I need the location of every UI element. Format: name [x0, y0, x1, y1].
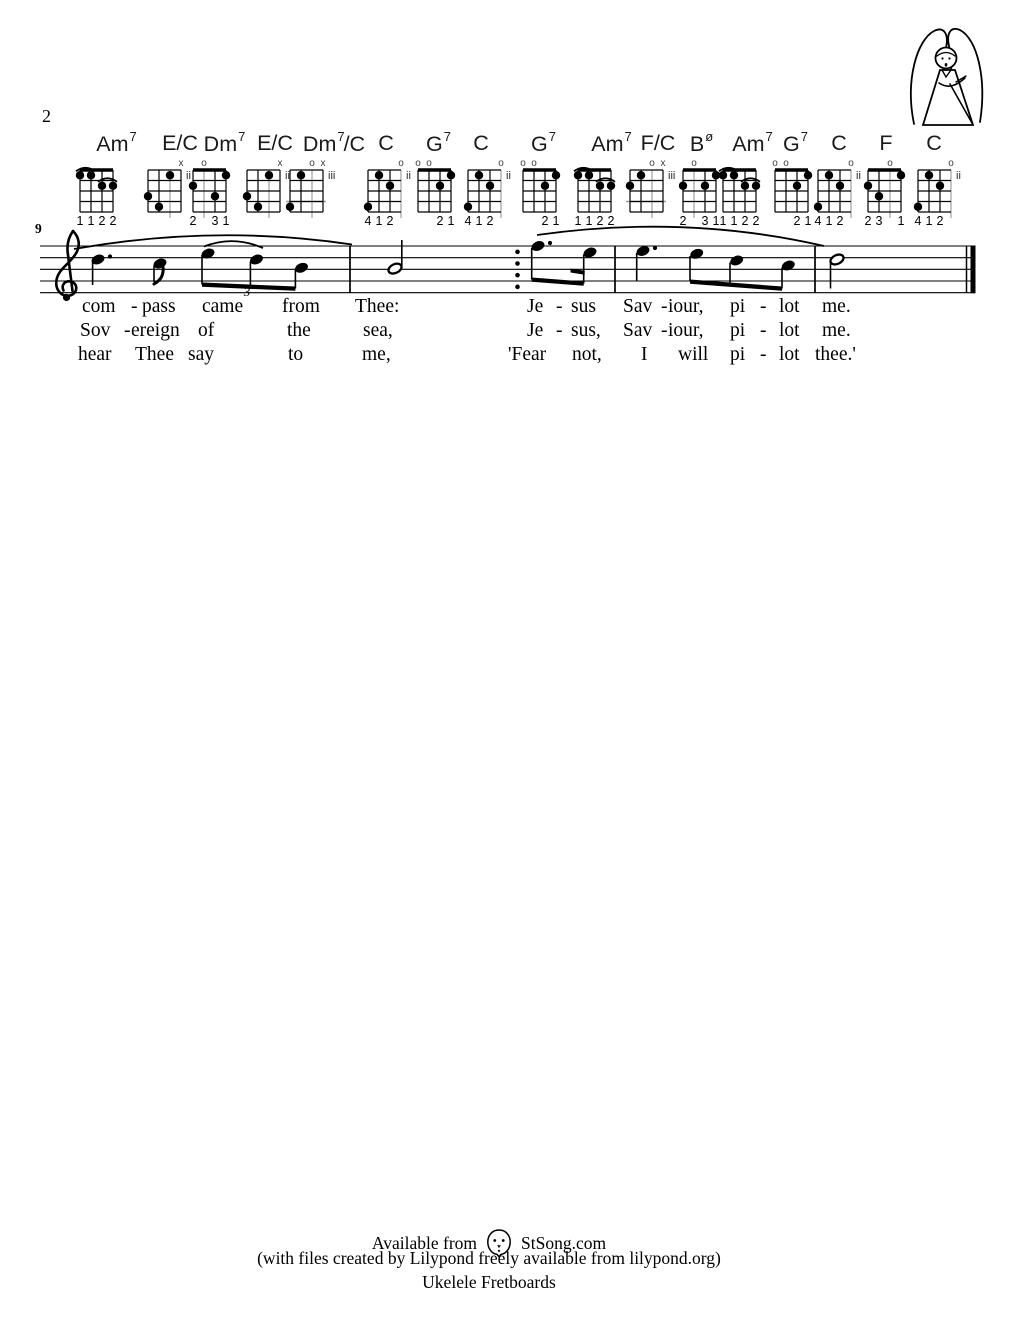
fret-position-label: ii — [956, 170, 961, 182]
fingering-number: 1 — [825, 214, 833, 228]
lyric-word: sus, — [571, 320, 601, 341]
fret-position-label: ii — [285, 170, 290, 182]
repeat-dot — [515, 250, 520, 255]
chord-root: G — [783, 132, 800, 157]
chord-quality-sup: 7 — [129, 129, 137, 144]
note-head — [729, 254, 745, 268]
lyric-word: ereign — [131, 320, 180, 341]
open-string-marker: o — [531, 158, 537, 169]
fingering-number: 2 — [752, 214, 760, 228]
chord-root: G — [426, 132, 443, 157]
fingering-number: 2 — [936, 214, 944, 228]
fingering-number: 1 — [447, 214, 455, 228]
lyric-word: I — [641, 344, 648, 365]
note-head — [689, 247, 705, 261]
chord-root: C — [378, 131, 394, 155]
chord-root: E/C — [162, 131, 198, 155]
chord-root: C — [926, 131, 942, 155]
chord-root: Am — [96, 132, 129, 157]
lyric-word: Je — [527, 320, 544, 341]
lyric-word: Thee: — [355, 296, 400, 317]
slur — [204, 241, 263, 248]
fingering-number: 1 — [804, 214, 812, 228]
lyric-word: com — [82, 296, 116, 317]
open-string-marker: o — [498, 158, 504, 169]
fingering-number: 1 — [552, 214, 560, 228]
slur — [537, 227, 824, 246]
fingering-number: 2 — [741, 214, 749, 228]
chord-root: Dm — [203, 132, 238, 157]
fingering-number: 1 — [222, 214, 230, 228]
triplet-number: 3 — [243, 284, 251, 299]
fingering-number: 2 — [607, 214, 615, 228]
slur — [74, 235, 352, 249]
lyric-word: sus — [571, 296, 596, 317]
footer-available-from-text: Available from — [371, 1233, 478, 1253]
lyric-word: iour, — [668, 320, 704, 341]
lyric-word: 'Fear — [508, 344, 547, 365]
lyric-word: from — [282, 296, 320, 317]
lyric-word: Thee — [135, 344, 174, 365]
lyric-word: - — [760, 320, 767, 341]
lyric-word: lot — [779, 344, 800, 365]
fingering-number: 2 — [541, 214, 549, 228]
chord-root: F — [879, 131, 893, 155]
open-string-marker: o — [691, 158, 697, 169]
page-number: 2 — [42, 106, 51, 126]
fingering-number: 1 — [475, 214, 483, 228]
lyric-word: lot — [779, 320, 800, 341]
lyric-word: the — [287, 320, 311, 341]
fingering-number: 1 — [730, 214, 738, 228]
fingering-number: 4 — [364, 214, 372, 228]
chord-root: Am — [591, 132, 624, 157]
beam — [532, 278, 584, 286]
lyric-word: - — [661, 320, 668, 341]
fingering-number: 4 — [464, 214, 472, 228]
fingering-number: 2 — [486, 214, 494, 228]
repeat-dot — [515, 273, 520, 278]
lyric-word: pass — [142, 296, 176, 317]
fret-position-label: ii — [856, 170, 861, 182]
chord-quality-sup: 7 — [337, 129, 345, 144]
stsong-eye-right — [502, 1239, 505, 1242]
open-string-marker: o — [848, 158, 854, 169]
chord-root: E/C — [257, 131, 293, 155]
chord-quality-sup: 7 — [238, 129, 246, 144]
footer-tagline: Ukelele Fretboards — [422, 1272, 556, 1292]
lyric-word: pi — [730, 344, 746, 365]
lyric-word: - — [556, 320, 563, 341]
chord-root: C — [831, 131, 847, 155]
fingering-number: 2 — [864, 214, 872, 228]
muted-string-marker: x — [178, 158, 184, 169]
lyric-word: will — [678, 344, 709, 365]
chord-quality-sup: 7 — [548, 129, 556, 144]
lyric-word: thee.' — [815, 344, 856, 365]
muted-string-marker: x — [277, 158, 283, 169]
chord-quality-sup: 7 — [800, 129, 808, 144]
chord-quality-sup: 7 — [624, 129, 632, 144]
fingering-number: 3 — [875, 214, 883, 228]
fingering-number: 2 — [109, 214, 117, 228]
fingering-number: 4 — [814, 214, 822, 228]
chord-quality-sup: 7 — [765, 129, 773, 144]
open-string-marker: o — [398, 158, 404, 169]
open-string-marker: o — [426, 158, 432, 169]
fret-position-label: ii — [406, 170, 411, 182]
lyric-word: - — [760, 344, 767, 365]
half-note-head — [829, 253, 845, 267]
open-string-marker: o — [948, 158, 954, 169]
lyric-word: - — [661, 296, 668, 317]
repeat-dot — [515, 261, 520, 266]
lyric-word: me, — [362, 344, 391, 365]
fret-position-label: iii — [328, 170, 336, 182]
lyric-word: - — [124, 320, 131, 341]
chord-quality-sup: 7 — [443, 129, 451, 144]
augmentation-dot — [548, 241, 552, 245]
fingering-number: 2 — [679, 214, 687, 228]
lyric-word: me. — [822, 296, 851, 317]
footer-site-name: StSong.com — [521, 1233, 607, 1253]
footer-lilypond-line: (with files created by Lilypond freely available from lilypond.org) — [257, 1248, 721, 1268]
lyric-word: of — [198, 320, 215, 341]
fingering-number: 1 — [375, 214, 383, 228]
fret-position-label: ii — [186, 170, 191, 182]
fret-position-label: ii — [506, 170, 511, 182]
fingering-number: 3 — [211, 214, 219, 228]
lyric-word: hear — [78, 344, 112, 365]
lyric-word: sea, — [363, 320, 393, 341]
fingering-number: 2 — [436, 214, 444, 228]
chord-root: C — [473, 131, 489, 155]
muted-string-marker: x — [660, 158, 666, 169]
chord-root: Am — [732, 132, 765, 157]
half-note-head — [387, 262, 403, 276]
music-staff — [0, 0, 1020, 340]
open-string-marker: o — [201, 158, 207, 169]
lyric-word: me. — [822, 320, 851, 341]
lyric-word: - — [131, 296, 138, 317]
fret-position-label: iii — [668, 170, 676, 182]
fingering-number: 1 — [897, 214, 905, 228]
fingering-number: 2 — [836, 214, 844, 228]
lyric-word: say — [188, 344, 214, 365]
stsong-eye-left — [493, 1239, 496, 1242]
lyric-word: came — [202, 296, 244, 317]
open-string-marker: o — [649, 158, 655, 169]
lyric-word: lot — [779, 296, 800, 317]
open-string-marker: o — [520, 158, 526, 169]
lyric-word: Sav — [623, 296, 653, 317]
open-string-marker: o — [783, 158, 789, 169]
chord-root: B — [689, 132, 705, 157]
lyric-word: iour, — [668, 296, 704, 317]
lyric-word: to — [288, 344, 304, 365]
stsong-beak — [498, 1245, 500, 1247]
treble-clef-icon — [56, 231, 78, 301]
lyric-word: Sav — [623, 320, 653, 341]
lyric-word: - — [556, 296, 563, 317]
fingering-number: 3 — [701, 214, 709, 228]
fingering-number: 2 — [596, 214, 604, 228]
lyric-word: not, — [572, 344, 602, 365]
fingering-number: 1 — [925, 214, 933, 228]
fingering-number: 1 — [585, 214, 593, 228]
augmentation-dot — [653, 246, 657, 250]
repeat-dot — [515, 285, 520, 290]
fingering-number: 4 — [914, 214, 922, 228]
lyric-word: - — [760, 296, 767, 317]
fingering-number: 1 — [574, 214, 582, 228]
lyric-word: pi — [730, 320, 746, 341]
open-string-marker: o — [772, 158, 778, 169]
augmentation-dot — [108, 254, 112, 258]
lyric-word: Je — [527, 296, 544, 317]
open-string-marker: o — [415, 158, 421, 169]
fingering-number: 1 — [87, 214, 95, 228]
fingering-number: 2 — [386, 214, 394, 228]
chord-bass: /C — [343, 132, 366, 157]
chord-root: Dm — [302, 132, 337, 157]
open-string-marker: o — [887, 158, 893, 169]
lyric-word: pi — [730, 296, 746, 317]
open-string-marker: o — [309, 158, 315, 169]
chord-root: F/C — [640, 131, 676, 155]
chord-root: G — [531, 132, 548, 157]
chord-quality-sup: ø — [705, 129, 714, 144]
fingering-number: 1 — [76, 214, 84, 228]
fingering-number: 2 — [98, 214, 106, 228]
fingering-number: 2 — [793, 214, 801, 228]
measure-number: 9 — [35, 221, 42, 236]
lyric-word: Sov — [80, 320, 111, 341]
fingering-number: 2 — [189, 214, 197, 228]
fingering-number: 1 — [719, 214, 727, 228]
fingering-number: 1 — [712, 214, 720, 228]
final-barline-thick — [971, 246, 976, 294]
muted-string-marker: x — [320, 158, 326, 169]
clef-tail-blob — [63, 294, 70, 301]
